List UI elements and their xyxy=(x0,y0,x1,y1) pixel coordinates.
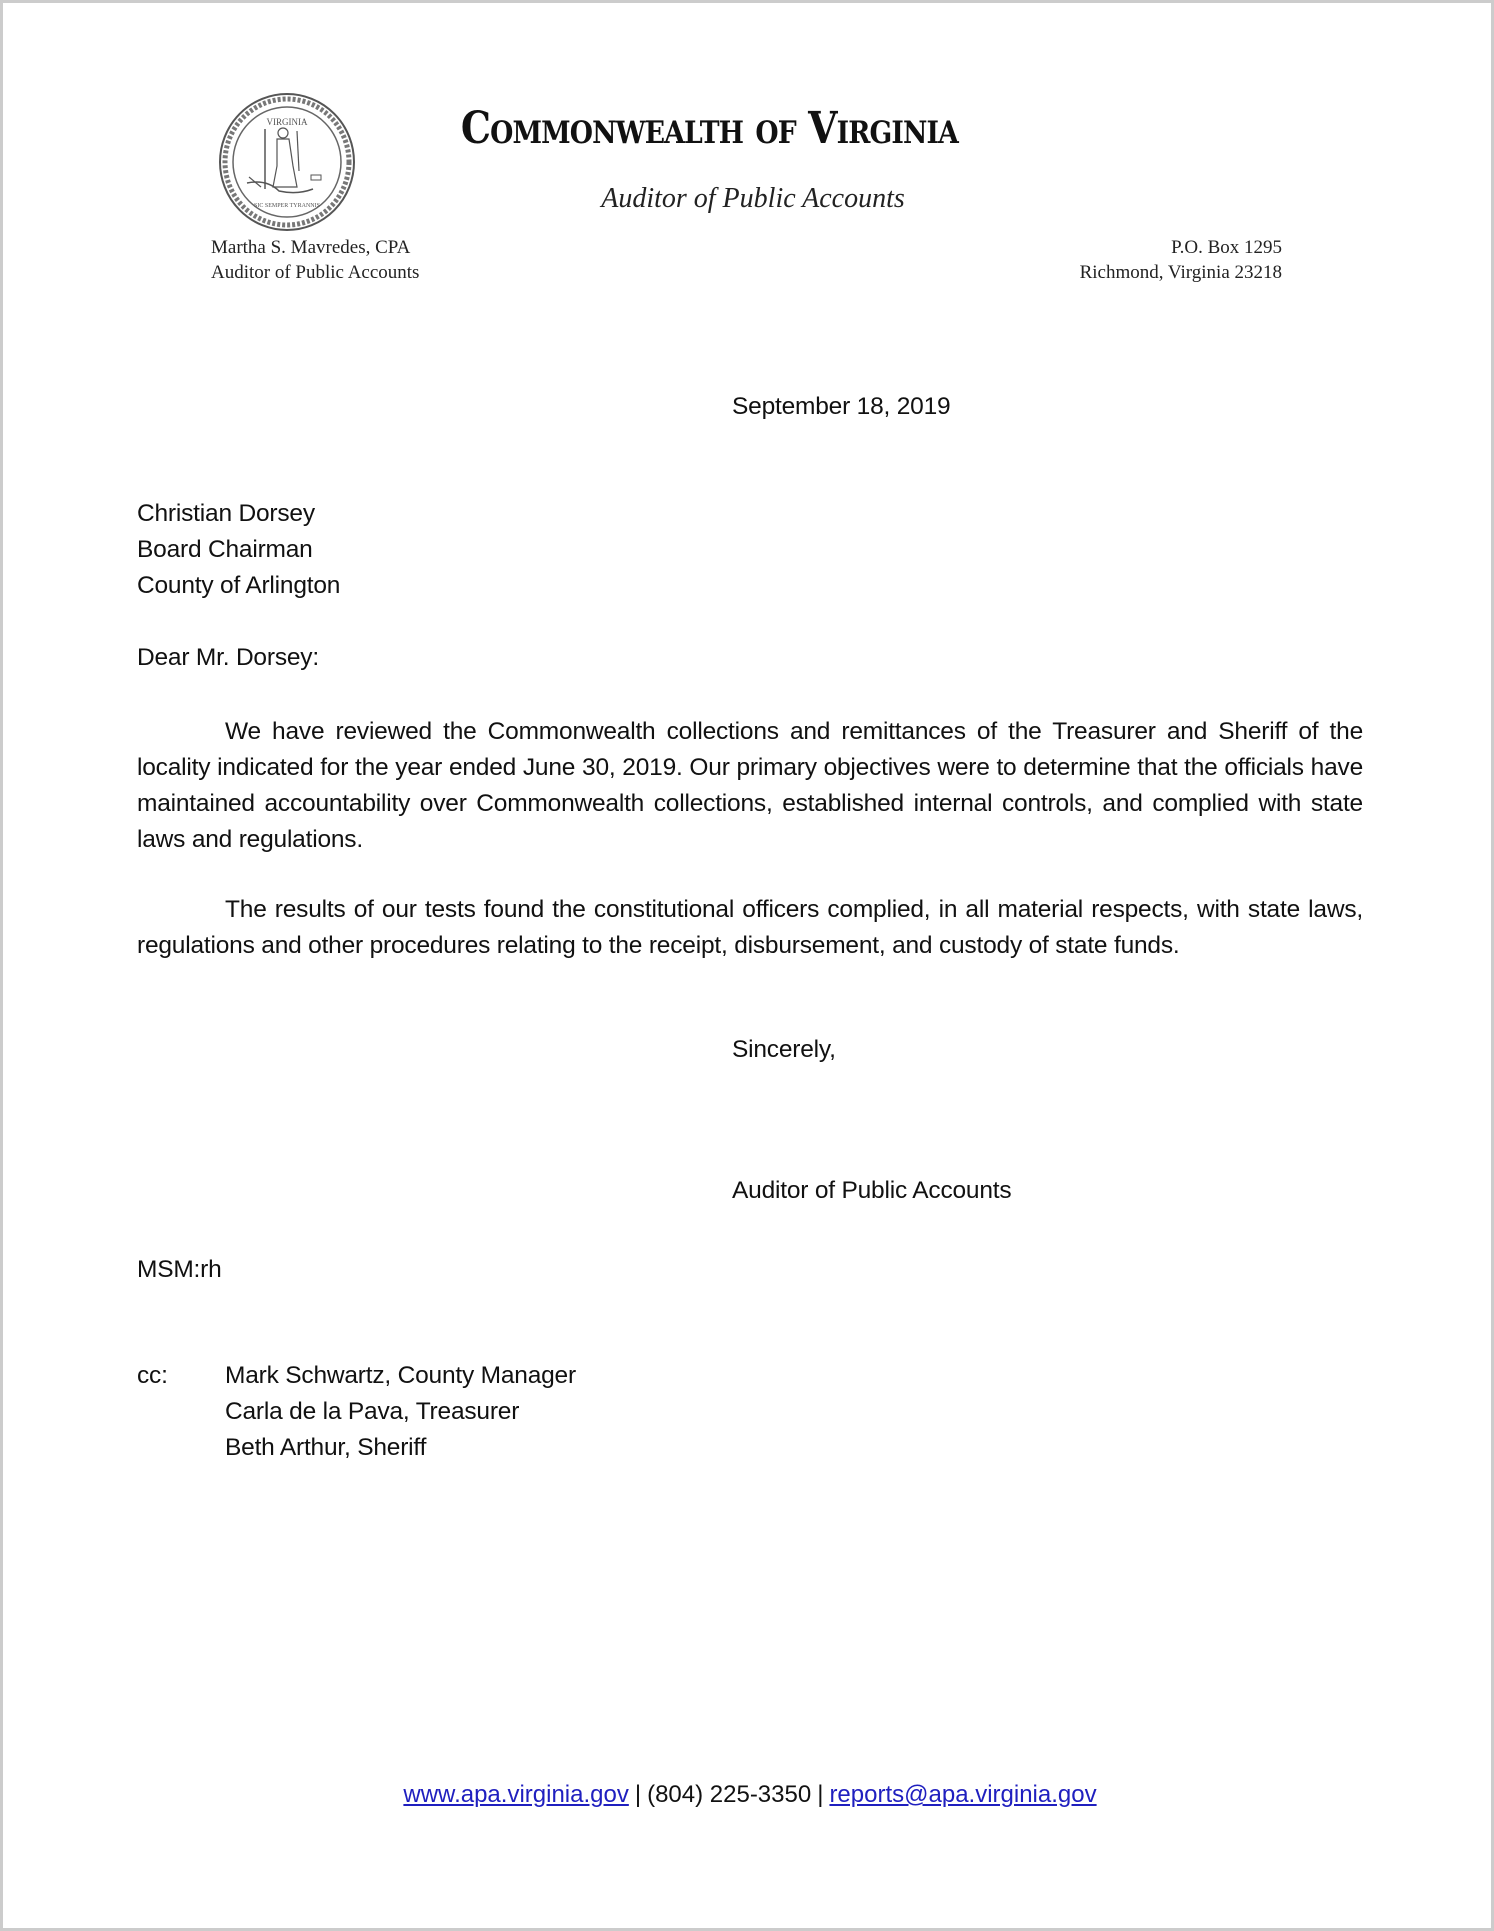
recipient-organization: County of Arlington xyxy=(137,572,341,599)
initials: MSM:rh xyxy=(137,1256,222,1283)
seal-top-text: VIRGINIA xyxy=(266,117,308,127)
auditor-info xyxy=(211,235,419,285)
separator: | xyxy=(634,1781,642,1808)
email-link[interactable]: reports@apa.virginia.gov xyxy=(829,1781,1097,1808)
cc-recipient: Mark Schwartz, County Manager xyxy=(225,1362,576,1389)
recipient-name: Christian Dorsey xyxy=(137,500,315,527)
paragraph-2-text: The results of our tests found the constitutional officers complied, in all material respects, with state laws, regulations and other procedures relating to the receipt, disbursement, and custody of state funds. xyxy=(137,896,1363,959)
paragraph-1-text: We have reviewed the Commonwealth collections and remittances of the Treasurer and Sheriff of the locality indicated for the year ended June 30, 2019. Our primary objectives were to determine that the officials have maintained accountability over Commonwealth collections, established internal controls, and complied with state laws and regulations. xyxy=(137,718,1363,853)
paragraph-1 xyxy=(137,714,1363,858)
signature-block: Auditor of Public Accounts xyxy=(732,1177,1012,1204)
separator: | xyxy=(817,1781,824,1808)
paragraph-2 xyxy=(137,892,1363,964)
office-address xyxy=(1080,235,1282,285)
seal-bottom-text: SIC SEMPER TYRANNIS xyxy=(254,203,320,209)
letterhead-title: Commonwealth of Virginia xyxy=(460,103,958,154)
cc-recipient: Carla de la Pava, Treasurer xyxy=(225,1398,520,1425)
city-state-zip: Richmond, Virginia 23218 xyxy=(1079,262,1282,283)
closing: Sincerely, xyxy=(732,1036,836,1063)
phone-number: (804) 225-3350 xyxy=(647,1781,812,1808)
virginia-seal-icon xyxy=(217,91,357,233)
letter-date: September 18, 2019 xyxy=(732,393,951,420)
cc-recipient: Beth Arthur, Sheriff xyxy=(225,1434,427,1461)
auditor-name: Martha S. Mavredes, CPA xyxy=(211,237,411,258)
auditor-title: Auditor of Public Accounts xyxy=(211,262,420,283)
letterhead-subtitle: Auditor of Public Accounts xyxy=(601,183,905,214)
cc-label: cc: xyxy=(137,1362,168,1389)
recipient-title: Board Chairman xyxy=(137,536,313,563)
website-link[interactable]: www.apa.virginia.gov xyxy=(403,1781,629,1808)
footer-contact xyxy=(3,1781,1494,1809)
salutation: Dear Mr. Dorsey: xyxy=(137,644,319,671)
po-box: P.O. Box 1295 xyxy=(1171,237,1282,258)
